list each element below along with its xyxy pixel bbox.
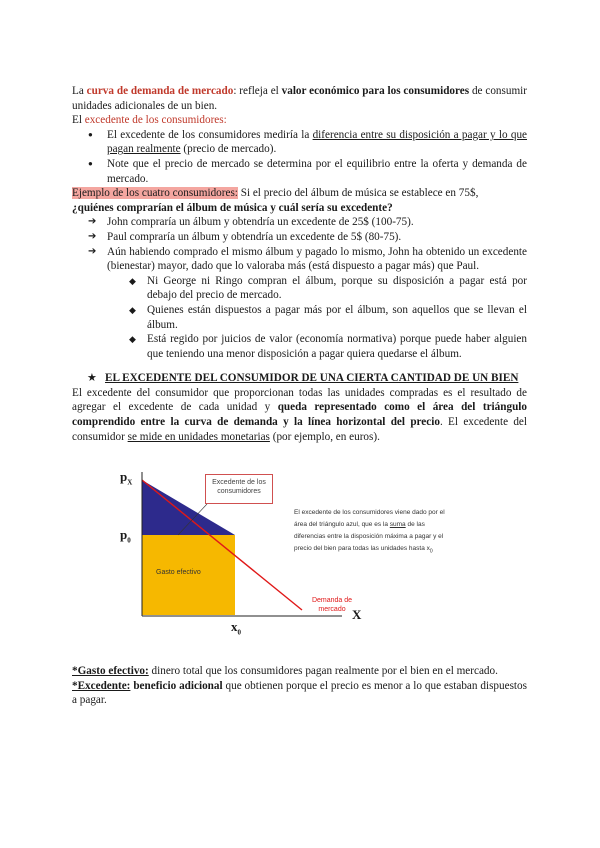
- example-text: Si el precio del álbum de música se establece en 75$,: [237, 187, 479, 200]
- document-page: [72, 84, 527, 708]
- definition-label: *Excedente:: [72, 679, 131, 692]
- definition-excedente: [72, 679, 527, 708]
- list-item: ➔ Aún habiendo comprado el mismo álbum y pagado lo mismo, John ha obtenido un excedente (bienestar) mayor, dado que lo valoraba más (está dispuesto a pagar más) que Paul.: [72, 245, 527, 274]
- definition-gasto: [72, 664, 527, 679]
- demand-label: Demanda de mercado: [311, 597, 353, 614]
- definition-text: dinero total que los consumidores pagan realmente por el bien en el mercado.: [148, 665, 498, 678]
- definition-text: que obtienen porque el precio es menor a lo que estaban dispuestos a pagar.: [72, 679, 527, 707]
- definition-bold: beneficio adicional: [130, 679, 223, 692]
- term-consumer-surplus: excedente de los consumidores:: [84, 114, 227, 127]
- chart-annotation: [294, 507, 449, 557]
- section-text: El excedente del consumidor que proporcionan todas las unidades compradas es el resultado de agregar el excedente de cada unidad y: [72, 386, 527, 414]
- example-paragraph: [72, 186, 527, 201]
- diamond-list: [72, 274, 527, 362]
- p0-letter: p: [120, 527, 128, 543]
- bullet-underline: diferencia entre su disposición a pagar y lo que pagan realmente: [107, 128, 528, 156]
- p0-sub: 0: [127, 536, 131, 545]
- spending-label: Gasto efectivo: [156, 569, 201, 577]
- px-sub: X: [127, 478, 133, 487]
- px-label: [120, 470, 132, 490]
- annotation-underline: suma: [389, 521, 406, 529]
- intro-text: La: [72, 85, 87, 97]
- annotation-text: de las diferencias entre la disposición máxima a pagar y el precio del bien para todas las unidades hasta x: [294, 521, 444, 553]
- arrow-list: [72, 215, 527, 273]
- bullet-text: Note que el precio de mercado se determina por el equilibrio entre la oferta y demanda de mercado.: [107, 157, 527, 185]
- star-icon: ★: [87, 372, 98, 385]
- bullet-text: (precio de mercado).: [180, 143, 277, 156]
- intro-paragraph: [72, 84, 527, 113]
- definition-label: *Gasto efectivo:: [72, 665, 149, 678]
- p0-label: [120, 528, 131, 548]
- x-axis-label: X: [352, 607, 362, 623]
- list-item: ➔ John compraría un álbum y obtendría un excedente de 25$ (100-75).: [72, 215, 527, 230]
- x0-sub: 0: [237, 628, 241, 637]
- bullet-text: El excedente de los consumidores mediría la: [107, 128, 313, 141]
- surplus-callout: Excedente de los consumidores: [205, 474, 273, 504]
- list-item: [72, 128, 527, 157]
- list-item: ➔ Paul compraría un álbum y obtendría un excedente de 5$ (80-75).: [72, 230, 527, 245]
- surplus-chart: [72, 452, 527, 660]
- intro-text: de consumir unidades adicionales de un bien.: [72, 85, 527, 112]
- intro-bold: valor económico para los consumidores: [281, 85, 470, 97]
- section-heading: [72, 371, 527, 386]
- annotation-text: El excedente de los consumidores viene dado por el área del triángulo azul, que es la: [294, 509, 445, 529]
- surplus-subtitle: [72, 113, 527, 128]
- section-text: (por ejemplo, en euros).: [269, 430, 380, 443]
- list-item: ◆ Quienes están dispuestos a pagar más por el álbum, son aquellos que se llevan el álbum.: [72, 303, 527, 332]
- px-letter: p: [120, 469, 128, 485]
- x0-letter: x: [231, 619, 238, 635]
- section-underline: se mide en unidades monetarias: [127, 430, 270, 443]
- example-label: Ejemplo de los cuatro consumidores:: [72, 187, 238, 200]
- list-item: ◆ Está regido por juicios de valor (economía normativa) porque puede haber alguien que teniendo una menor disposición a pagar quiera quedarse el álbum.: [72, 332, 527, 361]
- list-item: ◆ Ni George ni Ringo compran el álbum, porque su disposición a pagar está por debajo del precio de mercado.: [72, 274, 527, 303]
- term-demand-curve: curva de demanda de mercado: [86, 85, 234, 97]
- annotation-sub: 0: [429, 548, 433, 555]
- section-bold: queda representado como el área del triángulo comprendido entre la curva de demanda y la línea horizontal del precio: [72, 401, 527, 429]
- definitions: [72, 664, 527, 708]
- intro-text: : refleja el: [233, 85, 282, 97]
- section-title: EL EXCEDENTE DEL CONSUMIDOR DE UNA CIERTA CANTIDAD DE UN BIEN: [105, 372, 519, 385]
- list-item: [72, 157, 527, 186]
- section-paragraph: [72, 386, 527, 444]
- section-text: . El excedente del consumidor: [72, 416, 528, 443]
- bullet-list: [72, 128, 527, 186]
- subtitle-text: El: [72, 114, 85, 127]
- example-question: ¿quiénes comprarían el álbum de música y cuál sería su excedente?: [72, 201, 393, 214]
- x0-label: [231, 620, 241, 640]
